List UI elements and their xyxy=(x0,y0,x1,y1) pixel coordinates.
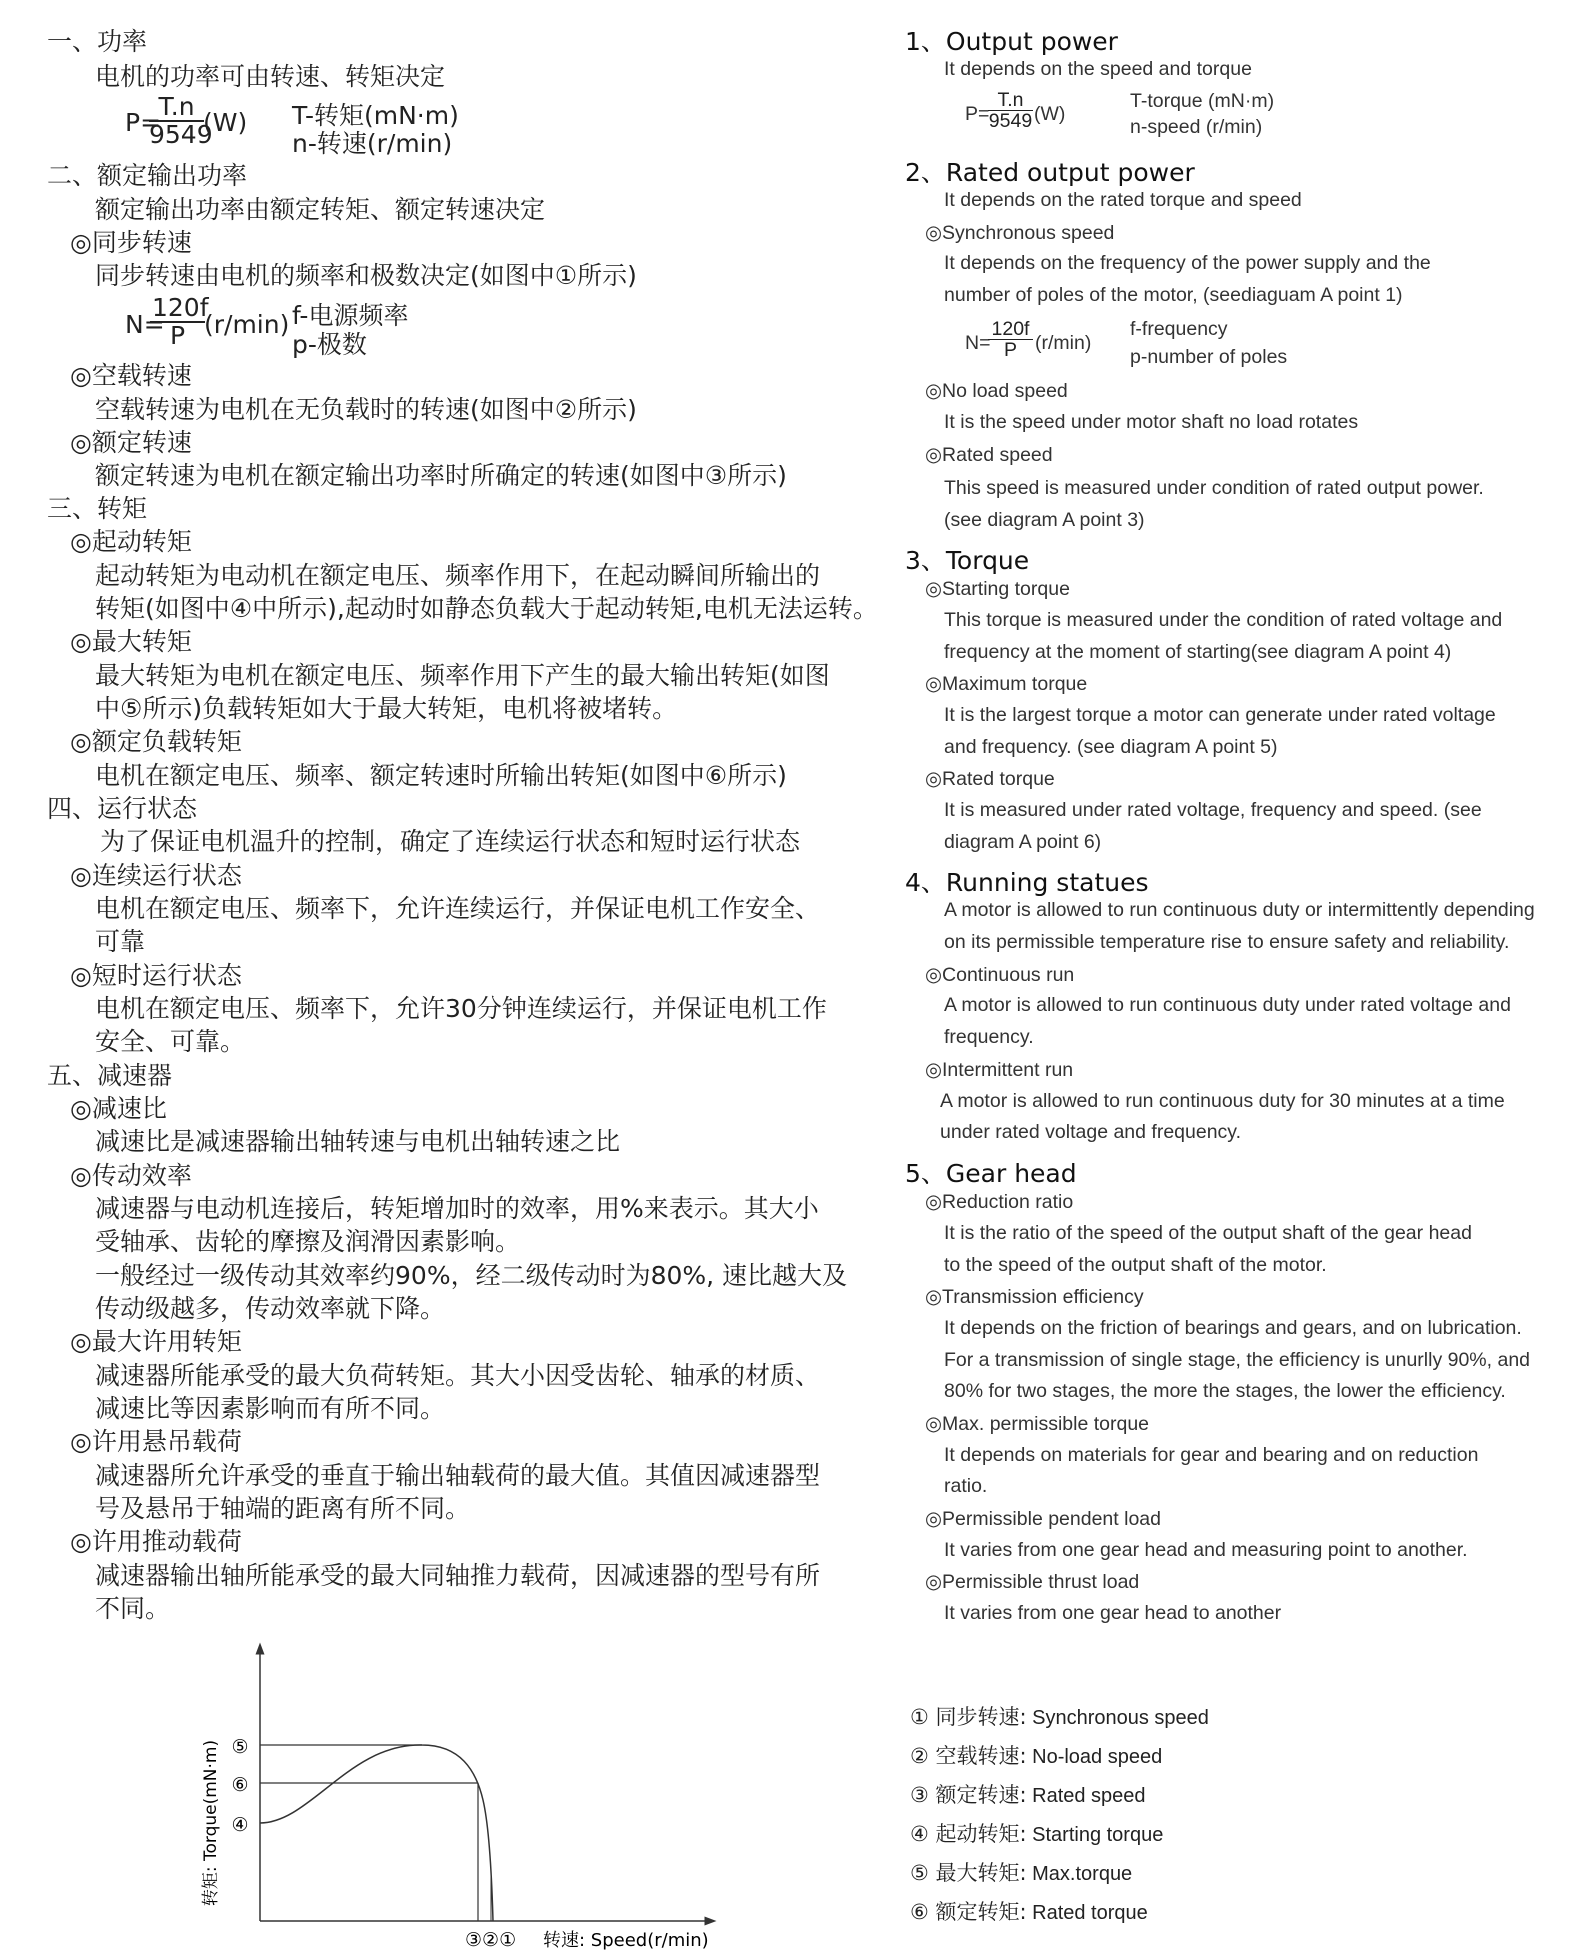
paragraph: It is the ratio of the speed of the output shaft of the gear head xyxy=(944,1222,1472,1244)
subsection-title: ◎Intermittent run xyxy=(925,1059,1074,1081)
section-title: 五、减速器 xyxy=(47,1061,173,1090)
subsection-title: ◎Synchronous speed xyxy=(925,222,1115,244)
paragraph: 减速器与电动机连接后，转矩增加时的效率，用%来表示。其大小 xyxy=(95,1194,819,1223)
paragraph: This torque is measured under the condition of rated voltage and xyxy=(944,609,1503,631)
formula-prefix: N= xyxy=(125,310,165,339)
subsection-title: ◎Rated speed xyxy=(925,444,1053,466)
legend-translation: Synchronous speed xyxy=(1026,1707,1209,1729)
paragraph: 一般经过一级传动其效率约90%，经二级传动时为80%, 速比越大及 xyxy=(95,1261,848,1290)
paragraph: on its permissible temperature rise to ensure safety and reliability. xyxy=(944,931,1510,953)
legend-item xyxy=(910,1857,1132,1887)
paragraph: 额定转速为电机在额定输出功率时所确定的转速(如图中③所示) xyxy=(95,461,787,490)
paragraph: 电机在额定电压、频率、额定转速时所输出转矩(如图中⑥所示) xyxy=(95,761,787,790)
section-title: 5、Gear head xyxy=(905,1159,1077,1188)
formula-numerator: T.n xyxy=(988,90,1033,111)
section-title: 1、Output power xyxy=(905,27,1118,56)
torque-speed-diagram xyxy=(180,1625,940,1955)
paragraph: 电机在额定电压、频率下，允许30分钟连续运行，并保证电机工作 xyxy=(95,994,827,1023)
paragraph: (see diagram A point 3) xyxy=(944,509,1145,531)
paragraph: A motor is allowed to run continuous duty for 30 minutes at a time xyxy=(940,1090,1505,1112)
speed-points-label: ③②① xyxy=(465,1929,517,1951)
subsection-title: ◎许用悬吊载荷 xyxy=(70,1427,242,1456)
legend-item xyxy=(910,1779,1146,1809)
formula-variable: n-speed (r/min) xyxy=(1130,116,1263,138)
formula-variable: f-frequency xyxy=(1130,318,1228,340)
paragraph: 最大转矩为电机在额定电压、频率作用下产生的最大输出转矩(如图 xyxy=(95,661,830,690)
paragraph: It is the largest torque a motor can generate under rated voltage xyxy=(944,704,1496,726)
subsection-title: ◎传动效率 xyxy=(70,1161,192,1190)
subsection-title: ◎Permissible pendent load xyxy=(925,1508,1161,1530)
paragraph: 减速器输出轴所能承受的最大同轴推力载荷，因减速器的型号有所 xyxy=(95,1561,821,1590)
paragraph: 传动级越多，传动效率就下降。 xyxy=(95,1294,446,1323)
paragraph: 电机的功率可由转速、转矩决定 xyxy=(95,62,446,91)
paragraph: 号及悬吊于轴端的距离有所不同。 xyxy=(95,1494,471,1523)
formula-variable: p-极数 xyxy=(292,330,367,359)
formula-variable: f-电源频率 xyxy=(292,301,409,330)
formula-prefix: N= xyxy=(965,332,991,354)
formula-unit: (r/min) xyxy=(1035,332,1092,354)
formula-unit: (W) xyxy=(203,108,248,137)
section-title: 四、运行状态 xyxy=(47,794,198,823)
section-title: 2、Rated output power xyxy=(905,158,1195,187)
subsection-title: ◎起动转矩 xyxy=(70,527,192,556)
paragraph: It depends on the rated torque and speed xyxy=(944,189,1302,211)
paragraph: It varies from one gear head to another xyxy=(944,1602,1282,1624)
paragraph: and frequency. (see diagram A point 5) xyxy=(944,736,1278,758)
formula-variable: p-number of poles xyxy=(1130,346,1288,368)
paragraph: It depends on the friction of bearings and gears, and on lubrication. xyxy=(944,1317,1522,1339)
paragraph: It is measured under rated voltage, frequency and speed. (see xyxy=(944,799,1482,821)
point-4-label: ④ xyxy=(231,1814,249,1836)
subsection-title: ◎Reduction ratio xyxy=(925,1191,1074,1213)
paragraph: under rated voltage and frequency. xyxy=(940,1121,1242,1143)
formula-denominator: P xyxy=(1003,339,1017,362)
paragraph: 减速比等因素影响而有所不同。 xyxy=(95,1394,446,1423)
formula-variable: n-转速(r/min) xyxy=(292,129,453,158)
subsection-title: ◎减速比 xyxy=(70,1094,167,1123)
paragraph: It is the speed under motor shaft no load rotates xyxy=(944,411,1359,433)
paragraph: For a transmission of single stage, the efficiency is unurlly 90%, and xyxy=(944,1349,1531,1371)
paragraph: It depends on the frequency of the power supply and the xyxy=(944,252,1431,274)
paragraph: 电机在额定电压、频率下，允许连续运行，并保证电机工作安全、 xyxy=(95,894,821,923)
formula-unit: (W) xyxy=(1034,103,1066,125)
subsection-title: ◎Continuous run xyxy=(925,964,1075,986)
paragraph: 可靠 xyxy=(95,927,146,956)
section-title: 一、功率 xyxy=(47,27,148,56)
legend-item xyxy=(910,1740,1162,1770)
paragraph: 同步转速由电机的频率和极数决定(如图中①所示) xyxy=(95,261,637,290)
subsection-title: ◎同步转速 xyxy=(70,228,192,257)
legend-item xyxy=(910,1701,1209,1731)
legend-translation: Rated speed xyxy=(1026,1785,1146,1807)
formula-denominator: 9549 xyxy=(149,120,213,150)
paragraph: 中⑤所示)负载转矩如大于最大转矩，电机将被堵转。 xyxy=(95,694,678,723)
paragraph: 不同。 xyxy=(95,1594,171,1623)
subsection-title: ◎最大转矩 xyxy=(70,627,192,656)
subsection-title: ◎Rated torque xyxy=(925,768,1055,790)
point-5-label: ⑤ xyxy=(231,1736,249,1758)
paragraph: 空载转速为电机在无负载时的转速(如图中②所示) xyxy=(95,395,637,424)
formula-numerator: 120f xyxy=(152,293,209,322)
subsection-title: ◎Starting torque xyxy=(925,578,1070,600)
paragraph: frequency at the moment of starting(see diagram A point 4) xyxy=(944,641,1452,663)
paragraph: It varies from one gear head and measuring point to another. xyxy=(944,1539,1468,1561)
paragraph: 减速比是减速器输出轴转速与电机出轴转速之比 xyxy=(95,1127,621,1156)
paragraph: diagram A point 6) xyxy=(944,831,1102,853)
paragraph: to the speed of the output shaft of the motor. xyxy=(944,1254,1327,1276)
subsection-title: ◎最大许用转矩 xyxy=(70,1327,242,1356)
legend-term: ⑥ 额定转矩: xyxy=(910,1900,1027,1924)
section-title: 4、Running statues xyxy=(905,868,1149,897)
formula-variable: T-转矩(mN·m) xyxy=(292,101,459,130)
formula-numerator: 120f xyxy=(988,319,1033,340)
paragraph: 为了保证电机温升的控制，确定了连续运行状态和短时运行状态 xyxy=(100,827,801,856)
formula-unit: (r/min) xyxy=(204,310,290,339)
paragraph: It depends on the speed and torque xyxy=(944,58,1252,80)
paragraph: 减速器所能承受的最大负荷转矩。其大小因受齿轮、轴承的材质、 xyxy=(95,1361,821,1390)
paragraph: 安全、可靠。 xyxy=(95,1027,246,1056)
point-6-label: ⑥ xyxy=(231,1774,249,1796)
paragraph: It depends on materials for gear and bearing and on reduction xyxy=(944,1444,1479,1466)
subsection-title: ◎空载转速 xyxy=(70,361,192,390)
legend-item xyxy=(910,1896,1148,1926)
paragraph: This speed is measured under condition of rated output power. xyxy=(944,477,1484,499)
legend-term: ① 同步转速: xyxy=(910,1705,1027,1729)
formula-prefix: P= xyxy=(125,108,162,137)
paragraph: 80% for two stages, the more the stages, the lower the efficiency. xyxy=(944,1380,1506,1402)
formula-variable: T-torque (mN·m) xyxy=(1130,90,1275,112)
legend-translation: Max.torque xyxy=(1026,1863,1133,1885)
subsection-title: ◎许用推动载荷 xyxy=(70,1527,242,1556)
legend-term: ③ 额定转速: xyxy=(910,1783,1027,1807)
paragraph: 额定输出功率由额定转矩、额定转速决定 xyxy=(95,195,546,224)
legend-translation: Rated torque xyxy=(1026,1902,1148,1924)
formula-denominator: 9549 xyxy=(988,110,1033,133)
paragraph: frequency. xyxy=(944,1026,1034,1048)
x-axis-label: 转速: Speed(r/min) xyxy=(543,1930,709,1951)
formula-denominator: P xyxy=(169,321,186,351)
paragraph: A motor is allowed to run continuous duty under rated voltage and xyxy=(944,994,1511,1016)
paragraph: 受轴承、齿轮的摩擦及润滑因素影响。 xyxy=(95,1227,521,1256)
legend-item xyxy=(910,1818,1163,1848)
subsection-title: ◎Transmission efficiency xyxy=(925,1286,1144,1308)
subsection-title: ◎Max. permissible torque xyxy=(925,1413,1150,1435)
section-title: 三、转矩 xyxy=(47,494,148,523)
torque-curve xyxy=(260,1745,493,1921)
y-axis-label: 转矩: Torque(mN·m) xyxy=(201,1739,221,1907)
legend-translation: Starting torque xyxy=(1026,1824,1164,1846)
subsection-title: ◎额定负载转矩 xyxy=(70,727,242,756)
paragraph: number of poles of the motor, (seediaguam A point 1) xyxy=(944,284,1403,306)
legend-term: ⑤ 最大转矩: xyxy=(910,1861,1027,1885)
formula-prefix: P= xyxy=(965,103,990,125)
subsection-title: ◎No load speed xyxy=(925,380,1068,402)
formula-numerator: T.n xyxy=(149,94,204,122)
subsection-title: ◎Permissible thrust load xyxy=(925,1571,1140,1593)
section-title: 3、Torque xyxy=(905,546,1030,575)
section-title: 二、额定输出功率 xyxy=(47,161,248,190)
legend-term: ④ 起动转矩: xyxy=(910,1822,1027,1846)
paragraph: 转矩(如图中④中所示),起动时如静态负载大于起动转矩,电机无法运转。 xyxy=(95,594,878,623)
paragraph: ratio. xyxy=(944,1475,988,1497)
subsection-title: ◎连续运行状态 xyxy=(70,861,242,890)
subsection-title: ◎额定转速 xyxy=(70,428,192,457)
legend-translation: No-load speed xyxy=(1026,1746,1163,1768)
subsection-title: ◎Maximum torque xyxy=(925,673,1088,695)
paragraph: A motor is allowed to run continuous duty or intermittently depending xyxy=(944,899,1535,921)
paragraph: 减速器所允许承受的垂直于输出轴载荷的最大值。其值因减速器型 xyxy=(95,1461,821,1490)
legend-term: ② 空载转速: xyxy=(910,1744,1027,1768)
subsection-title: ◎短时运行状态 xyxy=(70,961,242,990)
paragraph: 起动转矩为电动机在额定电压、频率作用下，在起动瞬间所输出的 xyxy=(95,561,821,590)
